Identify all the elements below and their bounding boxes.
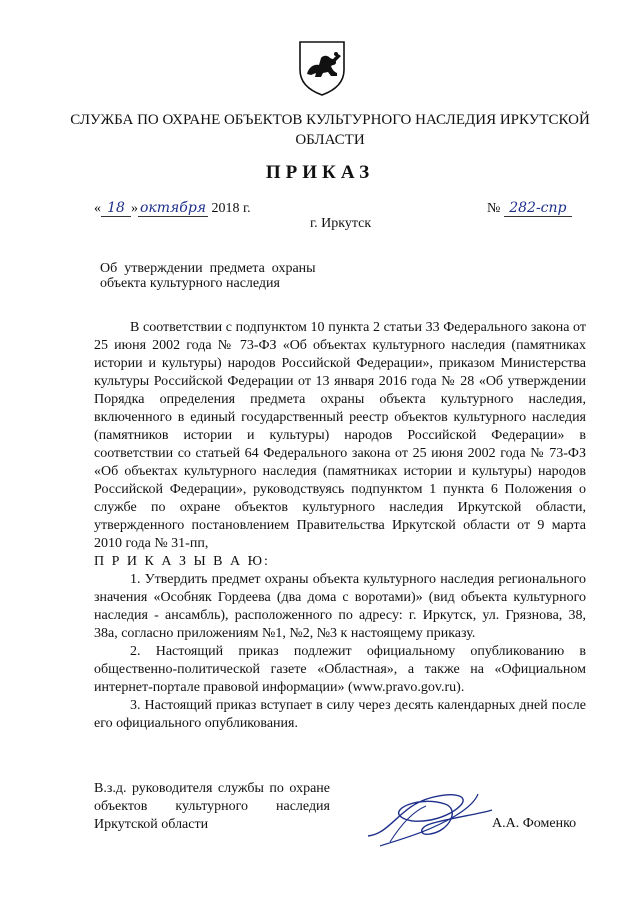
date-day: 18 xyxy=(101,200,131,217)
document-body xyxy=(94,319,586,733)
signatory-name: А.А. Фоменко xyxy=(492,816,577,831)
item-1-paragraph: 1. Утвердить предмет охраны объекта культурного наследия регионального значения «Особняк Гордеева (два дома с воротами)» (вид объекта культурного наследия - ансамбль), расположенного по адресу: г. Иркутск, ул. Грязнова, 38, 38а, согласно приложениям №1, №2, №3 к настоящему приказу. xyxy=(94,572,586,641)
organization-name: СЛУЖБА ПО ОХРАНЕ ОБЪЕКТОВ КУЛЬТУРНОГО НАСЛЕДИЯ ИРКУТСКОЙ ОБЛАСТИ xyxy=(70,112,590,148)
decree-word: П Р И К А З Ы В А Ю: xyxy=(94,554,270,569)
signature-icon xyxy=(360,776,500,856)
date-open-quote: « xyxy=(94,201,101,216)
document-date xyxy=(94,200,251,217)
signatory-role: В.з.д. руководителя службы по охране объектов культурного наследия Иркутской области xyxy=(94,781,330,832)
number-sign: № xyxy=(487,201,501,216)
coat-of-arms-icon xyxy=(297,40,347,96)
number-value: 282-спр xyxy=(504,200,572,217)
date-close-quote: » xyxy=(131,201,138,216)
item-2-paragraph: 2. Настоящий приказ подлежит официальному опубликованию в общественно-политической газете «Областная», а также на «Официальном интернет-портале правовой информации» (www.pravo.gov.ru). xyxy=(94,644,586,695)
document-number xyxy=(487,200,572,217)
subject-line-1: Об утверждении предмета охраны xyxy=(100,261,316,276)
date-year: 2018 г. xyxy=(211,201,251,216)
document-title: ПРИКАЗ xyxy=(265,162,375,183)
item-3-paragraph: 3. Настоящий приказ вступает в силу через десять календарных дней после его официального опубликования. xyxy=(94,698,586,731)
document-city: г. Иркутск xyxy=(310,216,372,231)
subject-line-2: объекта культурного наследия xyxy=(100,276,280,291)
document-subject xyxy=(100,261,316,291)
date-month: октября xyxy=(139,200,207,216)
preamble-paragraph: В соответствии с подпунктом 10 пункта 2 статьи 33 Федерального закона от 25 июня 2002 года № 73-ФЗ «Об объектах культурного наследия (памятниках истории и культуры) народов Российской Федерации», приказом Министерства культуры Российской Федерации от 13 января 2016 года № 28 «Об утверждении Порядка определения предмета охраны объекта культурного наследия, включенного в единый государственный реестр объектов культурного наследия (памятников истории и культуры) народов Российской Федерации» в соответствии со статьей 64 Федерального закона от 25 июня 2002 года № 73-ФЗ «Об объектах культурного наследия (памятниках истории и культуры) народов Российской Федерации», руководствуясь подпунктом 1 пункта 6 Положения о службе по охране объектов культурного наследия Иркутской области, утвержденного постановлением Правительства Иркутской области от 9 марта 2010 года № 31-пп, xyxy=(94,320,586,551)
